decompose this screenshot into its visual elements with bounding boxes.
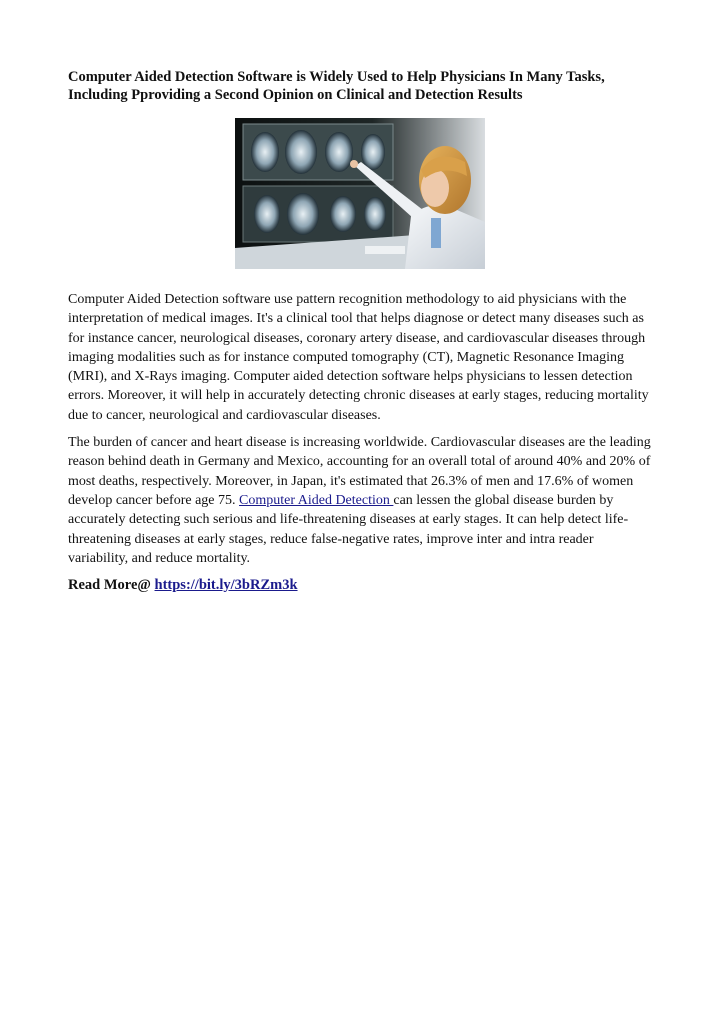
paragraph-burden bbox=[68, 433, 652, 568]
read-more-label: Read More@ bbox=[68, 577, 155, 594]
paragraph-intro: Computer Aided Detection software use pattern recognition methodology to aid physicians with the interpretation of medical images. It's a clinical tool that helps diagnose or detect many diseases such as for instance cancer, neurological diseases, coronary artery disease, and cardiovascular diseases through imaging modalities such as for instance computed tomography (CT), Magnetic Resonance Imaging (MRI), and X-Rays imaging. Computer aided detection software helps physicians to lessen detection errors. Moreover, it will help in accurately detecting chronic diseases at early stages, reducing mortality due to cancer, neurological and cardiovascular diseases. bbox=[68, 292, 649, 423]
doctor-reviewing-mammograms-image bbox=[235, 118, 485, 269]
read-more-link[interactable]: https://bit.ly/3bRZm3k bbox=[154, 577, 298, 594]
read-more-line bbox=[68, 576, 652, 595]
computer-aided-detection-link[interactable]: Computer Aided Detection bbox=[239, 492, 394, 508]
paragraph-burden-text: The burden of cancer and heart disease is increasing worldwide. Cardiovascular diseases are the leading reason behind death in Germany and Mexico, accounting for an overall total of around 40% and 20% of most deaths, respectively. Moreover, in Japan, it's estimated that 26.3% of men and 17.6% of women develop cancer before age 75. bbox=[68, 435, 651, 508]
paragraph-burden-text-end: can lessen the global disease burden by accurately detecting such serious and life-threatening diseases at early stages. It can help detect life-threatening diseases at early stages, reduce false-negative rates, improve inter and intra reader variability, and reduce mortality. bbox=[68, 492, 629, 566]
document-title: Computer Aided Detection Software is Widely Used to Help Physicians In Many Tasks, Including Pproviding a Second Opinion on Clinical and Detection Results bbox=[68, 69, 605, 103]
document-page bbox=[68, 68, 652, 595]
